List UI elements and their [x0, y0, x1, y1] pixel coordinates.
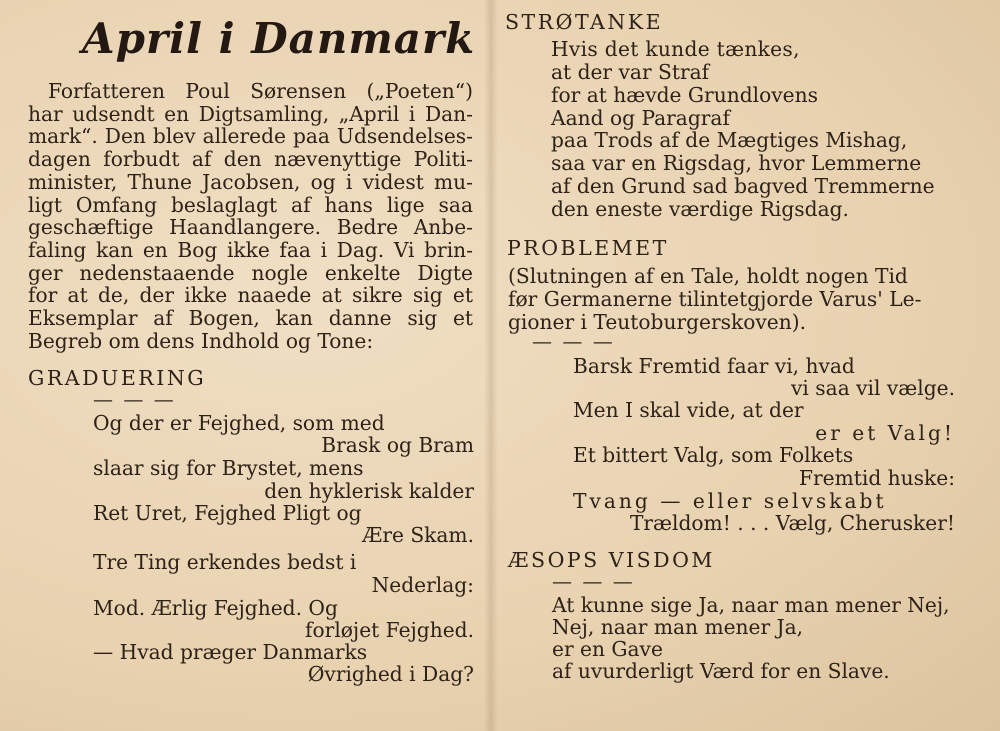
intro-line: ligt Omfang beslaglagt af hans lige saa: [28, 192, 473, 217]
intro-line: ger nedenstaaende nogle enkelte Digte: [28, 260, 473, 285]
graduering-line: Tre Ting erkendes bedst i: [93, 550, 357, 574]
problemet-line: Trældom! . . . Vælg, Cherusker!: [629, 511, 955, 535]
stroetanke-line: Hvis det kunde tænkes,: [551, 37, 800, 61]
aesop-line: er en Gave: [552, 637, 663, 661]
aesop-line: At kunne sige Ja, naar man mener Nej,: [552, 593, 950, 617]
graduering-line: Nederlag:: [371, 573, 474, 597]
intro-line: geschæftige Haandlangere. Bedre Anbe-: [28, 215, 473, 240]
graduering-line: slaar sig for Brystet, mens: [93, 456, 364, 480]
problemet-intro-line: (Slutningen af en Tale, holdt nogen Tid: [508, 264, 908, 288]
graduering-line: Ret Uret, Fejghed Pligt og: [93, 501, 362, 525]
article-title: April i Danmark: [82, 14, 476, 63]
problemet-line: Men I skal vide, at der: [573, 398, 804, 422]
intro-line: Eksemplar af Bogen, kan danne sig et: [28, 306, 473, 331]
intro-line: Forfatteren Poul Sørensen („Poeten“): [48, 79, 473, 103]
graduering-line: Ære Skam.: [362, 523, 474, 547]
intro-line: faling kan en Bog ikke faa i Dag. Vi brin-: [28, 237, 473, 262]
problemet-line: Et bittert Valg, som Folkets: [573, 443, 854, 467]
problemet-line: vi saa vil vælge.: [791, 376, 955, 400]
aesop-line: Nej, naar man mener Ja,: [552, 615, 804, 639]
graduering-line: forløjet Fejghed.: [305, 618, 474, 642]
problemet-divider: — — —: [532, 329, 615, 353]
intro-line: for at de, der ikke naaede at sikre sig et: [28, 283, 473, 308]
intro-paragraph: [28, 80, 473, 352]
aesop-line: af uvurderligt Værd for en Slave.: [552, 659, 890, 683]
graduering-line: Og der er Fejghed, som med: [93, 411, 385, 435]
stroetanke-line: den eneste værdige Rigsdag.: [551, 197, 849, 221]
problemet-line: Tvang — eller selvskabt: [573, 489, 887, 513]
stroetanke-line: at der var Straf: [551, 60, 710, 84]
graduering-heading: GRADUERING: [28, 366, 207, 390]
intro-line: dagen forbudt af den nævenyttige Politi-: [28, 147, 473, 172]
graduering-line: den hyklerisk kalder: [264, 479, 474, 503]
intro-line: minister, Thune Jacobsen, og i videst mu-: [28, 169, 473, 194]
stroetanke-line: Aand og Paragraf: [551, 106, 730, 130]
problemet-heading: PROBLEMET: [507, 236, 669, 260]
stroetanke-heading: STRØTANKE: [505, 10, 664, 34]
problemet-line: er et Valg!: [815, 421, 955, 445]
stroetanke-line: for at hævde Grundlovens: [551, 83, 818, 107]
problemet-line: Barsk Fremtid faar vi, hvad: [573, 354, 855, 378]
graduering-line: Brask og Bram: [321, 433, 474, 457]
graduering-divider: — — —: [93, 387, 176, 411]
problemet-intro-line: før Germanerne tilintetgjorde Varus' Le-: [508, 287, 922, 311]
intro-line: har udsendt en Digtsamling, „April i Dan-: [28, 101, 473, 126]
page-fold: [484, 0, 498, 731]
intro-line: Begreb om dens Indhold og Tone:: [28, 328, 374, 353]
graduering-line: — Hvad præger Danmarks: [93, 640, 368, 664]
aesop-divider: — — —: [552, 569, 635, 593]
problemet-intro-line: gioner i Teutoburgerskoven).: [508, 310, 807, 334]
stroetanke-line: paa Trods af de Mægtiges Mishag,: [551, 128, 908, 152]
stroetanke-line: af den Grund sad bagved Tremmerne: [551, 174, 935, 198]
stroetanke-line: saa var en Rigsdag, hvor Lemmerne: [551, 151, 922, 175]
problemet-line: Fremtid huske:: [799, 466, 955, 490]
aesop-heading: ÆSOPS VISDOM: [508, 548, 715, 572]
intro-line: mark“. Den blev allerede paa Udsendelses-: [28, 124, 473, 149]
graduering-line: Øvrighed i Dag?: [307, 662, 474, 686]
graduering-line: Mod. Ærlig Fejghed. Og: [93, 596, 338, 620]
